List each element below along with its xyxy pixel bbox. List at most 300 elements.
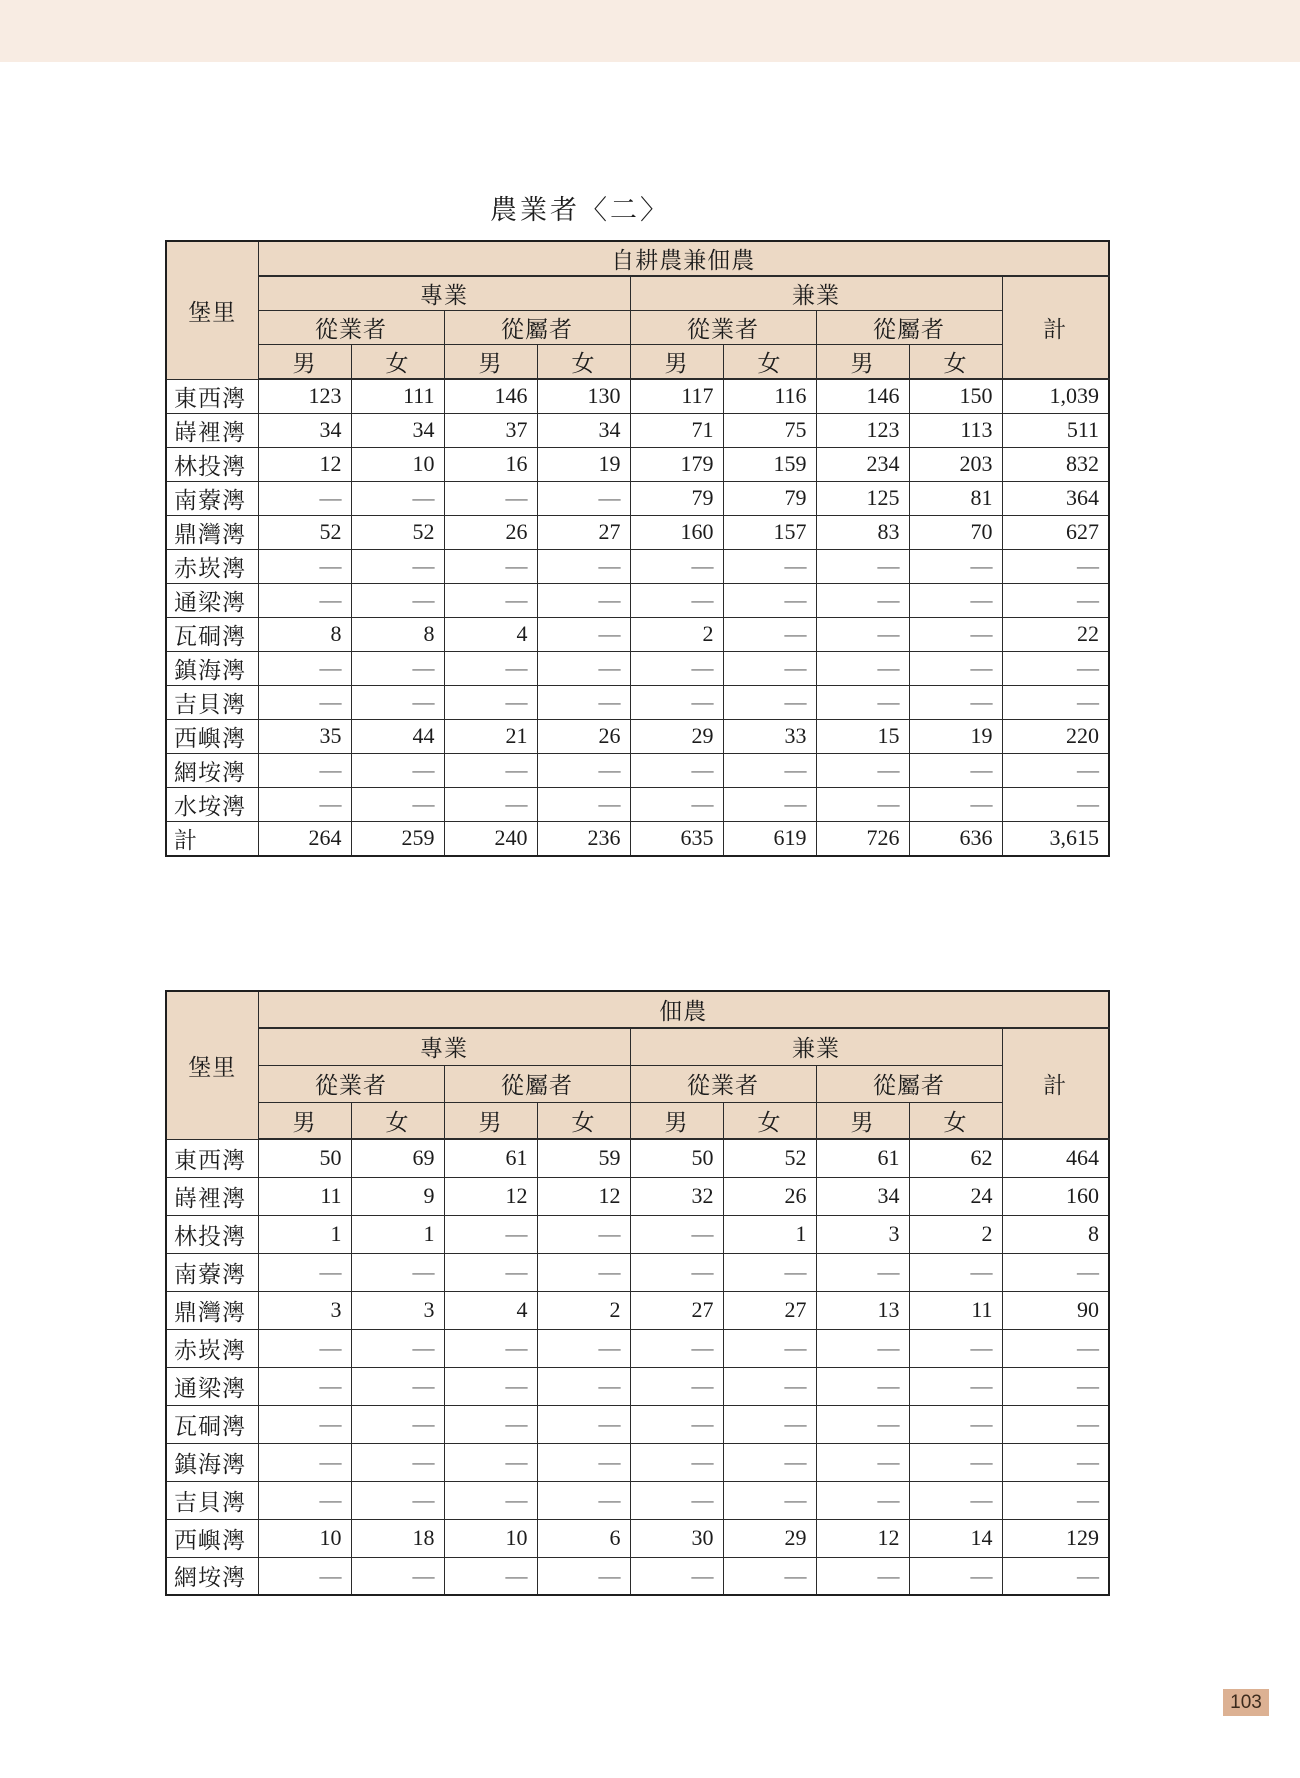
value-cell: —: [351, 1405, 444, 1443]
value-cell: —: [630, 1481, 723, 1519]
value-cell: 111: [351, 379, 444, 413]
value-cell: 6: [537, 1519, 630, 1557]
value-cell: 3: [351, 1291, 444, 1329]
value-cell: 10: [258, 1519, 351, 1557]
value-cell: 364: [1002, 481, 1109, 515]
mode-header-fulltime: 專業: [258, 1028, 630, 1065]
value-cell: 71: [630, 413, 723, 447]
value-cell: —: [816, 1329, 909, 1367]
value-cell: —: [444, 549, 537, 583]
value-cell: 33: [723, 719, 816, 753]
table-row: [166, 787, 1109, 821]
value-cell: —: [258, 1557, 351, 1595]
header-row-gender: [166, 1102, 1109, 1139]
value-cell: 1: [351, 1215, 444, 1253]
value-cell: —: [909, 787, 1002, 821]
value-cell: 4: [444, 1291, 537, 1329]
gender-header-male: 男: [258, 345, 351, 380]
value-cell: —: [444, 753, 537, 787]
value-cell: 30: [630, 1519, 723, 1557]
value-cell: —: [909, 685, 1002, 719]
value-cell: 59: [537, 1139, 630, 1177]
value-cell: 636: [909, 821, 1002, 856]
value-cell: 123: [258, 379, 351, 413]
value-cell: —: [816, 549, 909, 583]
value-cell: 3,615: [1002, 821, 1109, 856]
value-cell: 50: [258, 1139, 351, 1177]
district-label: 計: [166, 821, 258, 856]
value-cell: —: [537, 1405, 630, 1443]
value-cell: 150: [909, 379, 1002, 413]
value-cell: —: [351, 1557, 444, 1595]
value-cell: —: [537, 753, 630, 787]
value-cell: 44: [351, 719, 444, 753]
value-cell: 79: [723, 481, 816, 515]
table-row: [166, 1253, 1109, 1291]
value-cell: —: [1002, 787, 1109, 821]
value-cell: 8: [351, 617, 444, 651]
value-cell: 627: [1002, 515, 1109, 549]
value-cell: —: [537, 583, 630, 617]
table-row: [166, 1329, 1109, 1367]
value-cell: 15: [816, 719, 909, 753]
value-cell: —: [258, 1329, 351, 1367]
table-row: [166, 515, 1109, 549]
gender-header-male: 男: [444, 345, 537, 380]
district-label: 通梁澚: [166, 583, 258, 617]
table-row: [166, 1481, 1109, 1519]
value-cell: —: [1002, 1405, 1109, 1443]
value-cell: 259: [351, 821, 444, 856]
value-cell: —: [444, 583, 537, 617]
district-label: 瓦硐澚: [166, 617, 258, 651]
value-cell: 240: [444, 821, 537, 856]
value-cell: 19: [537, 447, 630, 481]
gender-header-male: 男: [630, 345, 723, 380]
page-title: 農業者〈二〉: [490, 195, 670, 225]
value-cell: —: [630, 583, 723, 617]
table-row: [166, 1443, 1109, 1481]
value-cell: 16: [444, 447, 537, 481]
value-cell: —: [444, 685, 537, 719]
value-cell: —: [1002, 1253, 1109, 1291]
value-cell: —: [351, 787, 444, 821]
value-cell: 61: [444, 1139, 537, 1177]
value-cell: 832: [1002, 447, 1109, 481]
table-row: [166, 481, 1109, 515]
value-cell: —: [537, 651, 630, 685]
value-cell: —: [1002, 1557, 1109, 1595]
value-cell: 11: [258, 1177, 351, 1215]
value-cell: —: [816, 583, 909, 617]
header-row-category: [166, 241, 1109, 276]
value-cell: 2: [909, 1215, 1002, 1253]
gender-header-female: 女: [723, 345, 816, 380]
value-cell: 18: [351, 1519, 444, 1557]
value-cell: 52: [351, 515, 444, 549]
value-cell: 26: [537, 719, 630, 753]
value-cell: —: [1002, 1367, 1109, 1405]
value-cell: 12: [816, 1519, 909, 1557]
value-cell: —: [351, 583, 444, 617]
value-cell: —: [258, 549, 351, 583]
value-cell: 726: [816, 821, 909, 856]
value-cell: —: [723, 1367, 816, 1405]
district-label: 南藔澚: [166, 481, 258, 515]
value-cell: —: [1002, 1329, 1109, 1367]
value-cell: —: [444, 1405, 537, 1443]
value-cell: 27: [630, 1291, 723, 1329]
value-cell: 27: [723, 1291, 816, 1329]
value-cell: —: [537, 1253, 630, 1291]
role-header-dependents: 從屬者: [444, 311, 630, 345]
value-cell: —: [444, 1329, 537, 1367]
title-wrap: [0, 188, 1160, 227]
role-header-dependents: 從屬者: [816, 311, 1002, 345]
district-label: 東西澚: [166, 379, 258, 413]
value-cell: 34: [816, 1177, 909, 1215]
value-cell: 9: [351, 1177, 444, 1215]
value-cell: 160: [1002, 1177, 1109, 1215]
value-cell: —: [816, 1443, 909, 1481]
value-cell: —: [444, 1253, 537, 1291]
value-cell: 62: [909, 1139, 1002, 1177]
value-cell: 69: [351, 1139, 444, 1177]
table-row: [166, 617, 1109, 651]
value-cell: 220: [1002, 719, 1109, 753]
value-cell: —: [537, 1367, 630, 1405]
value-cell: —: [351, 685, 444, 719]
table-row: [166, 1367, 1109, 1405]
header-row-role: [166, 311, 1109, 345]
value-cell: —: [723, 685, 816, 719]
table-row: [166, 583, 1109, 617]
role-header-workers: 從業者: [258, 311, 444, 345]
value-cell: 157: [723, 515, 816, 549]
value-cell: —: [1002, 1481, 1109, 1519]
value-cell: 4: [444, 617, 537, 651]
value-cell: —: [537, 685, 630, 719]
value-cell: —: [723, 753, 816, 787]
gender-header-female: 女: [537, 1102, 630, 1139]
value-cell: 35: [258, 719, 351, 753]
value-cell: 52: [723, 1139, 816, 1177]
owner-cum-tenant-table-anchor: [165, 240, 1110, 857]
value-cell: —: [816, 1481, 909, 1519]
value-cell: 11: [909, 1291, 1002, 1329]
value-cell: —: [1002, 651, 1109, 685]
value-cell: 1: [258, 1215, 351, 1253]
value-cell: —: [258, 1481, 351, 1519]
value-cell: —: [723, 787, 816, 821]
value-cell: 10: [444, 1519, 537, 1557]
value-cell: 13: [816, 1291, 909, 1329]
value-cell: —: [630, 549, 723, 583]
value-cell: 159: [723, 447, 816, 481]
value-cell: 160: [630, 515, 723, 549]
value-cell: 34: [537, 413, 630, 447]
value-cell: 26: [444, 515, 537, 549]
value-cell: —: [909, 1405, 1002, 1443]
value-cell: 8: [1002, 1215, 1109, 1253]
page-number-badge: [1223, 1689, 1269, 1716]
gender-header-female: 女: [537, 345, 630, 380]
value-cell: —: [351, 1329, 444, 1367]
value-cell: 3: [816, 1215, 909, 1253]
value-cell: —: [816, 787, 909, 821]
district-label: 林投澚: [166, 1215, 258, 1253]
value-cell: —: [1002, 1443, 1109, 1481]
value-cell: 130: [537, 379, 630, 413]
value-cell: —: [723, 583, 816, 617]
district-label: 赤崁澚: [166, 1329, 258, 1367]
value-cell: —: [723, 549, 816, 583]
table-row: [166, 685, 1109, 719]
value-cell: 2: [537, 1291, 630, 1329]
value-cell: 37: [444, 413, 537, 447]
table-row: [166, 379, 1109, 413]
table-row: [166, 447, 1109, 481]
total-column-header: 計: [1002, 276, 1109, 379]
district-label: 吉貝澚: [166, 685, 258, 719]
value-cell: —: [909, 549, 1002, 583]
table-row: [166, 1405, 1109, 1443]
value-cell: —: [258, 1253, 351, 1291]
owner-cum-tenant-farmers-table: [165, 240, 1110, 857]
mode-header-sideline: 兼業: [630, 276, 1002, 311]
gender-header-male: 男: [258, 1102, 351, 1139]
value-cell: 34: [258, 413, 351, 447]
value-cell: —: [816, 685, 909, 719]
value-cell: —: [816, 1253, 909, 1291]
value-cell: —: [258, 753, 351, 787]
value-cell: 12: [537, 1177, 630, 1215]
value-cell: —: [816, 1367, 909, 1405]
district-label: 鼎灣澚: [166, 515, 258, 549]
district-label: 網垵澚: [166, 753, 258, 787]
value-cell: —: [258, 1367, 351, 1405]
district-label: 西嶼澚: [166, 719, 258, 753]
gender-header-female: 女: [909, 1102, 1002, 1139]
value-cell: —: [537, 617, 630, 651]
value-cell: 29: [630, 719, 723, 753]
value-cell: —: [630, 787, 723, 821]
value-cell: 10: [351, 447, 444, 481]
value-cell: —: [630, 1405, 723, 1443]
district-label: 鎮海澚: [166, 651, 258, 685]
value-cell: 179: [630, 447, 723, 481]
value-cell: 234: [816, 447, 909, 481]
gender-header-female: 女: [351, 1102, 444, 1139]
value-cell: —: [1002, 583, 1109, 617]
district-label: 水垵澚: [166, 787, 258, 821]
district-label: 林投澚: [166, 447, 258, 481]
value-cell: 511: [1002, 413, 1109, 447]
table-row: [166, 1177, 1109, 1215]
value-cell: —: [723, 1405, 816, 1443]
district-label: 赤崁澚: [166, 549, 258, 583]
value-cell: 116: [723, 379, 816, 413]
gender-header-female: 女: [909, 345, 1002, 380]
value-cell: 8: [258, 617, 351, 651]
value-cell: —: [816, 1557, 909, 1595]
district-label: 吉貝澚: [166, 1481, 258, 1519]
table-row: [166, 1139, 1109, 1177]
value-cell: 146: [816, 379, 909, 413]
value-cell: —: [444, 1215, 537, 1253]
value-cell: 129: [1002, 1519, 1109, 1557]
value-cell: 14: [909, 1519, 1002, 1557]
value-cell: —: [909, 1329, 1002, 1367]
value-cell: —: [723, 617, 816, 651]
value-cell: 125: [816, 481, 909, 515]
header-row-category: [166, 991, 1109, 1028]
value-cell: —: [258, 1405, 351, 1443]
value-cell: —: [1002, 685, 1109, 719]
gender-header-male: 男: [816, 345, 909, 380]
table-row: [166, 821, 1109, 856]
value-cell: 123: [816, 413, 909, 447]
value-cell: —: [1002, 549, 1109, 583]
header-row-gender: [166, 345, 1109, 380]
district-label: 嵵裡澚: [166, 1177, 258, 1215]
value-cell: —: [1002, 753, 1109, 787]
district-label: 西嶼澚: [166, 1519, 258, 1557]
category-header: 自耕農兼佃農: [258, 241, 1109, 276]
tenant-table-anchor: [165, 990, 1110, 1596]
value-cell: —: [909, 617, 1002, 651]
value-cell: —: [258, 1443, 351, 1481]
district-label: 鼎灣澚: [166, 1291, 258, 1329]
value-cell: —: [537, 1215, 630, 1253]
district-label: 南藔澚: [166, 1253, 258, 1291]
role-header-workers: 從業者: [258, 1065, 444, 1102]
value-cell: 19: [909, 719, 1002, 753]
value-cell: 264: [258, 821, 351, 856]
value-cell: —: [351, 1443, 444, 1481]
value-cell: 26: [723, 1177, 816, 1215]
value-cell: —: [351, 1481, 444, 1519]
value-cell: 90: [1002, 1291, 1109, 1329]
mode-header-fulltime: 專業: [258, 276, 630, 311]
role-header-workers: 從業者: [630, 1065, 816, 1102]
value-cell: —: [630, 1557, 723, 1595]
value-cell: —: [258, 787, 351, 821]
value-cell: —: [909, 583, 1002, 617]
header-row-mode: [166, 276, 1109, 311]
value-cell: —: [351, 481, 444, 515]
value-cell: 12: [444, 1177, 537, 1215]
value-cell: —: [630, 1443, 723, 1481]
value-cell: 79: [630, 481, 723, 515]
value-cell: —: [909, 1557, 1002, 1595]
value-cell: 75: [723, 413, 816, 447]
value-cell: —: [630, 1367, 723, 1405]
value-cell: —: [444, 1557, 537, 1595]
value-cell: 117: [630, 379, 723, 413]
value-cell: —: [537, 1481, 630, 1519]
value-cell: 83: [816, 515, 909, 549]
table-row: [166, 1215, 1109, 1253]
value-cell: —: [816, 651, 909, 685]
value-cell: —: [909, 1253, 1002, 1291]
mode-header-sideline: 兼業: [630, 1028, 1002, 1065]
district-label: 通梁澚: [166, 1367, 258, 1405]
value-cell: —: [537, 481, 630, 515]
value-cell: —: [816, 617, 909, 651]
district-label: 鎮海澚: [166, 1443, 258, 1481]
value-cell: —: [816, 753, 909, 787]
role-header-workers: 從業者: [630, 311, 816, 345]
table-row: [166, 1291, 1109, 1329]
value-cell: —: [909, 1443, 1002, 1481]
district-label: 瓦硐澚: [166, 1405, 258, 1443]
category-header: 佃農: [258, 991, 1109, 1028]
value-cell: —: [444, 651, 537, 685]
district-column-header: 堡里: [166, 991, 258, 1139]
value-cell: 32: [630, 1177, 723, 1215]
table-row: [166, 1557, 1109, 1595]
value-cell: —: [816, 1405, 909, 1443]
value-cell: —: [909, 1481, 1002, 1519]
district-column-header: 堡里: [166, 241, 258, 379]
value-cell: —: [444, 1481, 537, 1519]
gender-header-female: 女: [723, 1102, 816, 1139]
value-cell: —: [630, 753, 723, 787]
value-cell: 113: [909, 413, 1002, 447]
value-cell: —: [444, 787, 537, 821]
value-cell: —: [909, 1367, 1002, 1405]
header-row-role: [166, 1065, 1109, 1102]
district-label: 嵵裡澚: [166, 413, 258, 447]
value-cell: 635: [630, 821, 723, 856]
value-cell: 50: [630, 1139, 723, 1177]
value-cell: 146: [444, 379, 537, 413]
value-cell: —: [537, 1443, 630, 1481]
value-cell: —: [723, 1481, 816, 1519]
value-cell: —: [351, 753, 444, 787]
value-cell: 70: [909, 515, 1002, 549]
value-cell: —: [723, 1443, 816, 1481]
value-cell: 619: [723, 821, 816, 856]
value-cell: 236: [537, 821, 630, 856]
table-row: [166, 413, 1109, 447]
value-cell: —: [723, 1329, 816, 1367]
value-cell: 34: [351, 413, 444, 447]
value-cell: —: [351, 651, 444, 685]
value-cell: —: [537, 1557, 630, 1595]
top-banner: [0, 0, 1300, 62]
table-row: [166, 1519, 1109, 1557]
district-label: 東西澚: [166, 1139, 258, 1177]
gender-header-male: 男: [816, 1102, 909, 1139]
value-cell: 61: [816, 1139, 909, 1177]
value-cell: —: [909, 753, 1002, 787]
value-cell: 24: [909, 1177, 1002, 1215]
value-cell: —: [630, 1215, 723, 1253]
header-row-mode: [166, 1028, 1109, 1065]
value-cell: 464: [1002, 1139, 1109, 1177]
role-header-dependents: 從屬者: [444, 1065, 630, 1102]
value-cell: 21: [444, 719, 537, 753]
value-cell: —: [351, 549, 444, 583]
gender-header-male: 男: [630, 1102, 723, 1139]
value-cell: 203: [909, 447, 1002, 481]
value-cell: —: [630, 1253, 723, 1291]
value-cell: 3: [258, 1291, 351, 1329]
value-cell: —: [258, 685, 351, 719]
total-column-header: 計: [1002, 1028, 1109, 1139]
